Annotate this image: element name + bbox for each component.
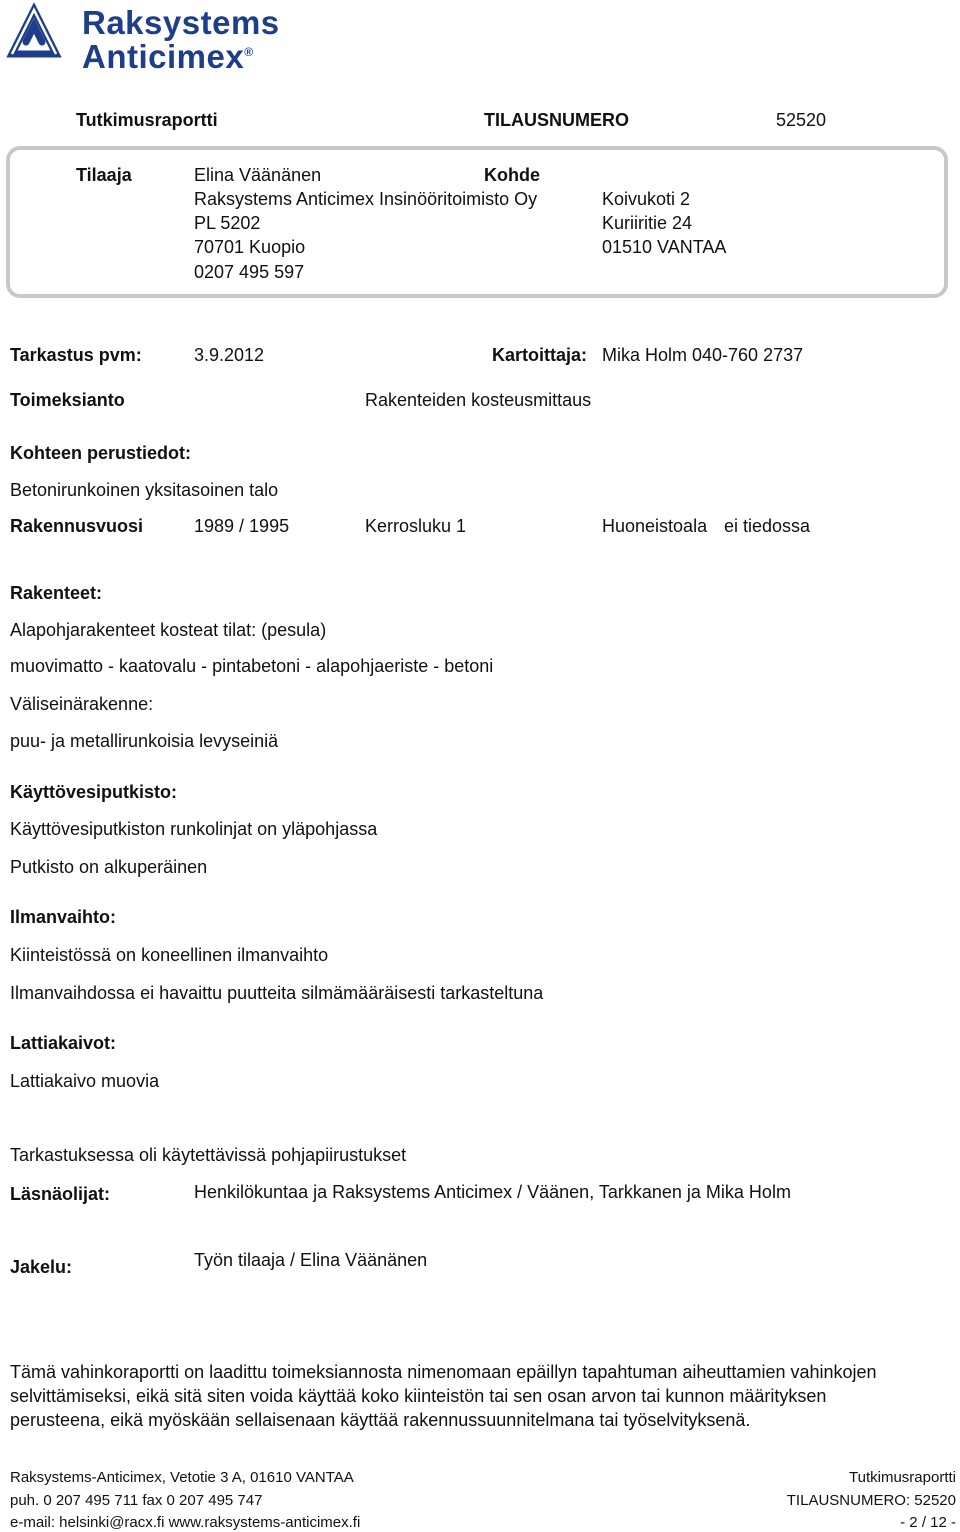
area-label: Huoneistoala xyxy=(602,516,708,536)
assignment-value: Rakenteiden kosteusmittaus xyxy=(365,390,592,410)
structures-line4: puu- ja metallirunkoisia levyseiniä xyxy=(10,731,279,751)
disclaimer-line1: Tämä vahinkoraportti on laadittu toimeksiannosta nimenomaan epäillyn tapahtuman aiheuttamien vahinkojen xyxy=(10,1362,877,1382)
attendees-value: Henkilökuntaa ja Raksystems Anticimex / Väänen, Tarkkanen ja Mika Holm xyxy=(194,1182,791,1202)
ventilation-line2: Ilmanvaihdossa ei havaittu puutteita silmämääräisesti tarkasteltuna xyxy=(10,983,544,1003)
drains-line1: Lattiakaivo muovia xyxy=(10,1071,160,1091)
disclaimer-paragraph xyxy=(10,1360,950,1432)
registered-mark: ® xyxy=(244,45,254,59)
client-company: Raksystems Anticimex Insinööritoimisto Oy xyxy=(194,189,538,209)
footer-page-number: - 2 / 12 - xyxy=(900,1514,956,1531)
plumbing-heading: Käyttövesiputkisto: xyxy=(10,782,178,802)
drawings-note: Tarkastuksessa oli käytettävissä pohjapiirustukset xyxy=(10,1145,407,1165)
plumbing-line2: Putkisto on alkuperäinen xyxy=(10,857,208,877)
drains-heading: Lattiakaivot: xyxy=(10,1033,117,1053)
footer-contact: e-mail: helsinki@racx.fi www.raksystems-anticimex.fi xyxy=(10,1514,361,1531)
logo-line2-text: Anticimex xyxy=(82,38,245,75)
structures-heading: Rakenteet: xyxy=(10,583,103,603)
client-name: Elina Väänänen xyxy=(194,165,322,185)
disclaimer-line2: selvittämiseksi, eikä sitä siten voida käyttää koko kiinteistön tai sen osan arvon tai kunnon määrityksen xyxy=(10,1386,827,1406)
logo-line1: Raksystems xyxy=(82,4,280,41)
target-label: Kohde xyxy=(484,165,540,185)
structures-line2: muovimatto - kaatovalu - pintabetoni - alapohjaeriste - betoni xyxy=(10,656,494,676)
ventilation-line1: Kiinteistössä on koneellinen ilmanvaihto xyxy=(10,945,329,965)
client-label: Tilaaja xyxy=(76,165,132,185)
report-title: Tutkimusraportti xyxy=(76,110,218,130)
inspector-label: Kartoittaja: xyxy=(492,345,588,365)
target-postal: 01510 VANTAA xyxy=(602,237,727,257)
plumbing-line1: Käyttövesiputkiston runkolinjat on yläpohjassa xyxy=(10,819,378,839)
logo-line2 xyxy=(82,38,254,76)
disclaimer-line3: perusteena, eikä myöskään sellaisenaan käyttää rakennussuunnitelmana tai työselvityksenä. xyxy=(10,1410,751,1430)
structures-line3: Väliseinärakenne: xyxy=(10,694,154,714)
year-value: 1989 / 1995 xyxy=(194,516,290,536)
basic-info-description: Betonirunkoinen yksitasoinen talo xyxy=(10,480,279,500)
attendees-label: Läsnäolijat: xyxy=(10,1184,111,1204)
footer-doc-title: Tutkimusraportti xyxy=(849,1469,956,1486)
basic-info-heading: Kohteen perustiedot: xyxy=(10,443,192,463)
inspection-date-label: Tarkastus pvm: xyxy=(10,345,142,365)
client-target-box xyxy=(6,146,948,298)
client-postal: 70701 Kuopio xyxy=(194,237,306,257)
inspector-value: Mika Holm 040-760 2737 xyxy=(602,345,804,365)
client-po-box: PL 5202 xyxy=(194,213,261,233)
order-label: TILAUSNUMERO xyxy=(484,110,629,130)
assignment-label: Toimeksianto xyxy=(10,390,125,410)
footer-phone: puh. 0 207 495 711 fax 0 207 495 747 xyxy=(10,1492,263,1509)
logo-mark-icon xyxy=(4,2,76,72)
order-number: 52520 xyxy=(776,110,827,130)
structures-line1: Alapohjarakenteet kosteat tilat: (pesula) xyxy=(10,620,327,640)
company-logo xyxy=(4,2,324,75)
target-street: Kuriiritie 24 xyxy=(602,213,693,233)
year-label: Rakennusvuosi xyxy=(10,516,144,536)
footer-address: Raksystems-Anticimex, Vetotie 3 A, 01610 VANTAA xyxy=(10,1469,354,1486)
client-phone: 0207 495 597 xyxy=(194,262,305,282)
inspection-date: 3.9.2012 xyxy=(194,345,265,365)
ventilation-heading: Ilmanvaihto: xyxy=(10,907,117,927)
target-name: Koivukoti 2 xyxy=(602,189,691,209)
footer-order: TILAUSNUMERO: 52520 xyxy=(786,1492,956,1509)
area-value: ei tiedossa xyxy=(724,516,811,536)
floors-value: Kerrosluku 1 xyxy=(365,516,467,536)
distribution-label: Jakelu: xyxy=(10,1257,73,1277)
distribution-value: Työn tilaaja / Elina Väänänen xyxy=(194,1250,428,1270)
